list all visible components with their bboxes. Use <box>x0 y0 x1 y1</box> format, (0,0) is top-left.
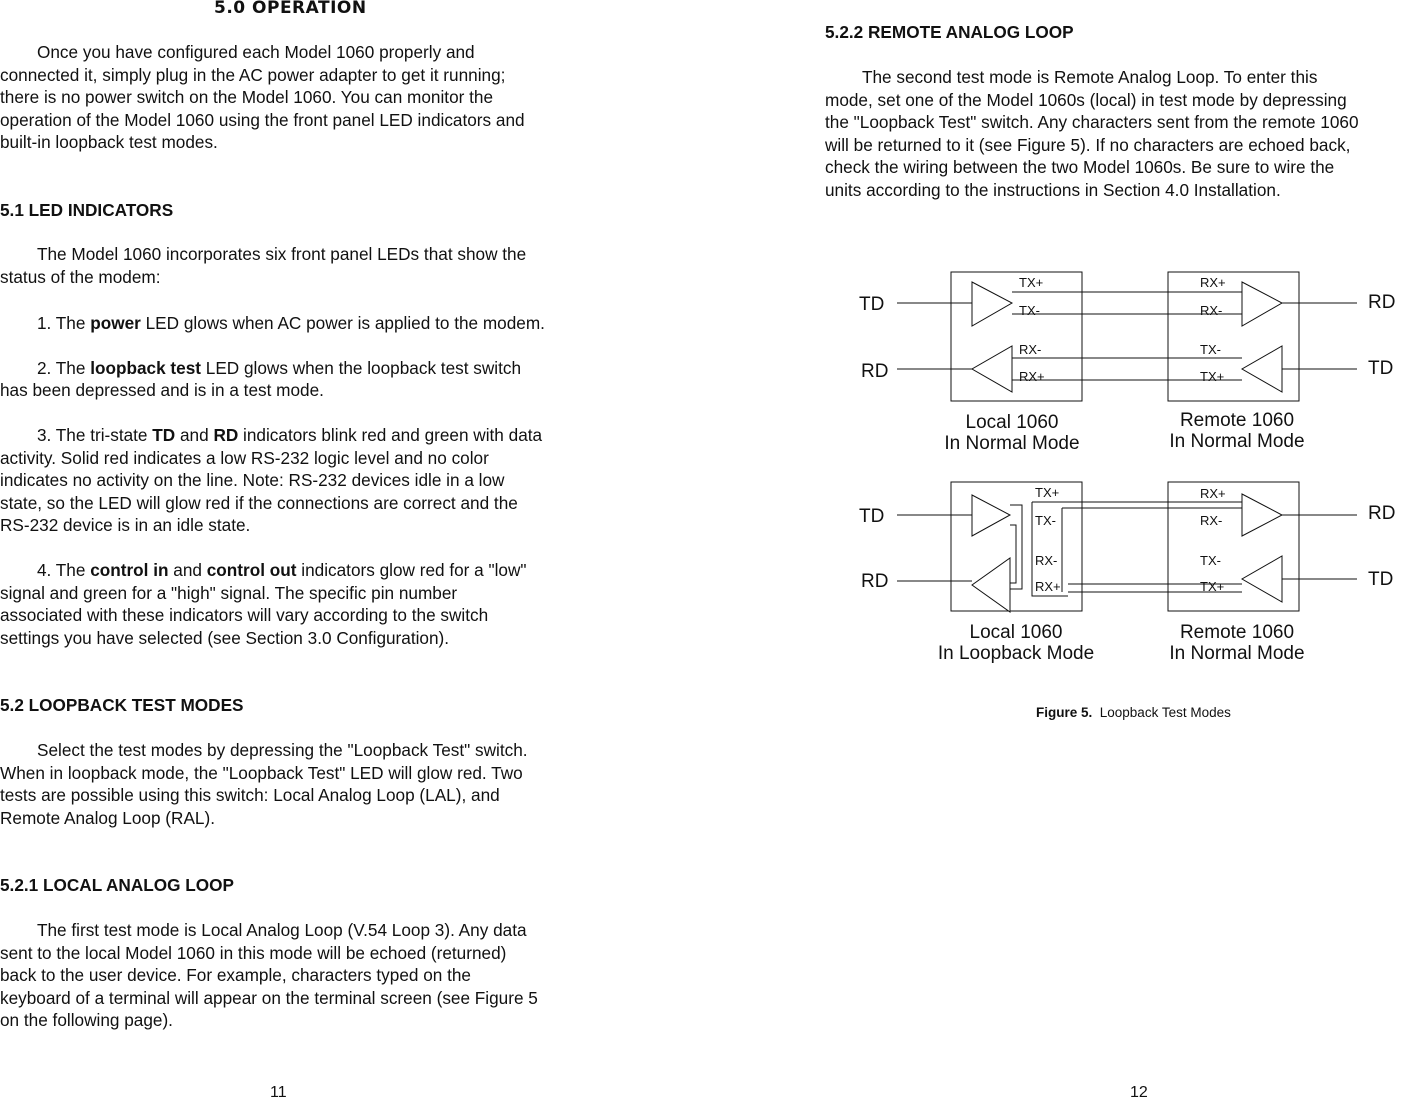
section-title-operation: 5.0 OPERATION <box>214 0 367 18</box>
tx-minus-label-remote-bottom: TX- <box>1200 553 1221 568</box>
led-intro-line-1: The Model 1060 incorporates six front panel LEDs that show the <box>37 244 527 264</box>
page-right <box>822 0 1413 1101</box>
lal-line-4: keyboard of a terminal will appear on the terminal screen (see Figure 5 <box>0 988 538 1008</box>
rd-label-local-top: RD <box>861 361 889 382</box>
page-number-right: 12 <box>1130 1084 1148 1101</box>
led-item-td-rd-line-3: indicates no activity on the line. Note: RS-232 devices idle in a low <box>0 470 505 490</box>
ral-line-5: check the wiring between the two Model 1060s. Be sure to wire the <box>825 157 1335 177</box>
rd-label-remote-bottom: RD <box>1368 503 1396 524</box>
lal-line-2: sent to the local Model 1060 in this mode will be echoed (returned) <box>0 943 507 963</box>
led-item-control-line-4: settings you have selected (see Section 3.0 Configuration). <box>0 628 450 648</box>
tx-plus-label-remote-top: TX+ <box>1200 369 1225 384</box>
lal-line-5: on the following page). <box>0 1010 173 1030</box>
loopback-line-1: Select the test modes by depressing the "Loopback Test" switch. <box>37 740 528 760</box>
remote-label-bottom-1: Remote 1060 <box>1179 622 1295 643</box>
intro-line-3: there is no power switch on the Model 1060. You can monitor the <box>0 87 494 107</box>
rx-receiver-remote-top <box>1242 282 1282 326</box>
heading-local-analog-loop: 5.2.1 LOCAL ANALOG LOOP <box>0 875 234 895</box>
ral-line-1: The second test mode is Remote Analog Loop. To enter this <box>862 67 1318 87</box>
rx-receiver-local-bottom <box>972 558 1010 612</box>
diagram-top-normal <box>859 272 1395 454</box>
led-item-control-line-3: associated with these indicators will vary according to the switch <box>0 605 489 625</box>
led-item-loopback-line-2: has been depressed and is in a test mode. <box>0 380 324 400</box>
rx-minus-label-remote-top: RX- <box>1200 303 1223 318</box>
local-label-top-1: Local 1060 <box>965 412 1059 433</box>
page-number-left: 11 <box>270 1084 287 1101</box>
tx-minus-label-remote-top: TX- <box>1200 342 1221 357</box>
figure-caption: Figure 5. Loopback Test Modes <box>1036 705 1231 720</box>
rx-minus-label-remote-bottom: RX- <box>1200 513 1223 528</box>
intro-line-2: connected it, simply plug in the AC power adapter to get it running; <box>0 65 506 85</box>
td-label-remote-top: TD <box>1368 358 1394 379</box>
ral-line-6: units according to the instructions in Section 4.0 Installation. <box>825 180 1281 200</box>
remote-label-top-1: Remote 1060 <box>1179 410 1295 431</box>
ral-line-3: the "Loopback Test" switch. Any characters sent from the remote 1060 <box>825 112 1359 132</box>
td-label-local-top: TD <box>859 294 885 315</box>
led-item-power: 1. The power LED glows when AC power is applied to the modem. <box>37 313 545 333</box>
td-label-local-bottom: TD <box>859 506 885 527</box>
led-item-td-rd-line-4: state, so the LED will glow red if the connections are correct and the <box>0 493 518 513</box>
diagram-bottom-loopback <box>859 482 1395 664</box>
led-item-loopback: 2. The loopback test LED glows when the loopback test switch <box>37 358 522 378</box>
remote-label-bottom-2: In Normal Mode <box>1169 643 1305 664</box>
tx-driver-local-bottom <box>972 495 1010 536</box>
rx-plus-label-remote-bottom: RX+ <box>1200 486 1226 501</box>
led-item-td-rd-line-2: activity. Solid red indicates a low RS-232 logic level and no color <box>0 448 489 468</box>
loopback-diagram <box>822 240 1413 680</box>
rx-receiver-local-top <box>972 346 1012 392</box>
led-intro-line-2: status of the modem: <box>0 267 161 287</box>
rx-plus-label-remote-top: RX+ <box>1200 275 1226 290</box>
tx-plus-label-local-top: TX+ <box>1019 275 1044 290</box>
local-label-top-2: In Normal Mode <box>944 433 1080 454</box>
page-left <box>0 0 610 1101</box>
lal-line-1: The first test mode is Local Analog Loop (V.54 Loop 3). Any data <box>37 920 527 940</box>
td-label-remote-bottom: TD <box>1368 569 1394 590</box>
tx-minus-label-local-bottom: TX- <box>1035 513 1056 528</box>
local-label-bottom-2: In Loopback Mode <box>937 643 1095 664</box>
loopback-path-inner <box>1010 525 1016 583</box>
loopback-line-3: tests are possible using this switch: Local Analog Loop (LAL), and <box>0 785 500 805</box>
ral-line-2: mode, set one of the Model 1060s (local) in test mode by depressing <box>825 90 1347 110</box>
rx-plus-label-local-bottom: RX+ <box>1035 579 1061 594</box>
led-item-td-rd-line-5: RS-232 device is in an idle state. <box>0 515 251 535</box>
rd-label-local-bottom: RD <box>861 571 889 592</box>
heading-remote-analog-loop: 5.2.2 REMOTE ANALOG LOOP <box>825 22 1074 42</box>
local-box-top <box>951 272 1082 401</box>
heading-led-indicators: 5.1 LED INDICATORS <box>0 200 174 220</box>
tx-driver-local-top <box>972 282 1012 326</box>
intro-line-5: built-in loopback test modes. <box>0 132 218 152</box>
led-item-control: 4. The control in and control out indicators glow red for a "low" <box>37 560 527 580</box>
heading-loopback-test-modes: 5.2 LOOPBACK TEST MODES <box>0 695 244 715</box>
rx-plus-label-local-top: RX+ <box>1019 369 1045 384</box>
rd-label-remote-top: RD <box>1368 292 1396 313</box>
rx-minus-label-local-bottom: RX- <box>1035 553 1058 568</box>
led-item-control-line-2: signal and green for a "high" signal. The specific pin number <box>0 583 458 603</box>
local-label-bottom-1: Local 1060 <box>969 622 1063 643</box>
lal-line-3: back to the user device. For example, characters typed on the <box>0 965 471 985</box>
rx-receiver-remote-bottom <box>1242 494 1282 536</box>
tx-plus-label-local-bottom: TX+ <box>1035 485 1060 500</box>
tx-plus-label-remote-bottom: TX+ <box>1200 579 1225 594</box>
tx-minus-label-local-top: TX- <box>1019 303 1040 318</box>
rx-minus-label-local-top: RX- <box>1019 342 1042 357</box>
loopback-line-4: Remote Analog Loop (RAL). <box>0 808 215 828</box>
ral-line-4: will be returned to it (see Figure 5). If no characters are echoed back, <box>825 135 1351 155</box>
intro-line-1: Once you have configured each Model 1060 properly and <box>37 42 475 62</box>
led-item-td-rd: 3. The tri-state TD and RD indicators blink red and green with data <box>37 425 543 445</box>
intro-line-4: operation of the Model 1060 using the front panel LED indicators and <box>0 110 525 130</box>
remote-label-top-2: In Normal Mode <box>1169 431 1305 452</box>
tx-driver-remote-top <box>1242 346 1282 392</box>
loopback-line-2: When in loopback mode, the "Loopback Test" LED will glow red. Two <box>0 763 523 783</box>
tx-driver-remote-bottom <box>1242 556 1282 602</box>
